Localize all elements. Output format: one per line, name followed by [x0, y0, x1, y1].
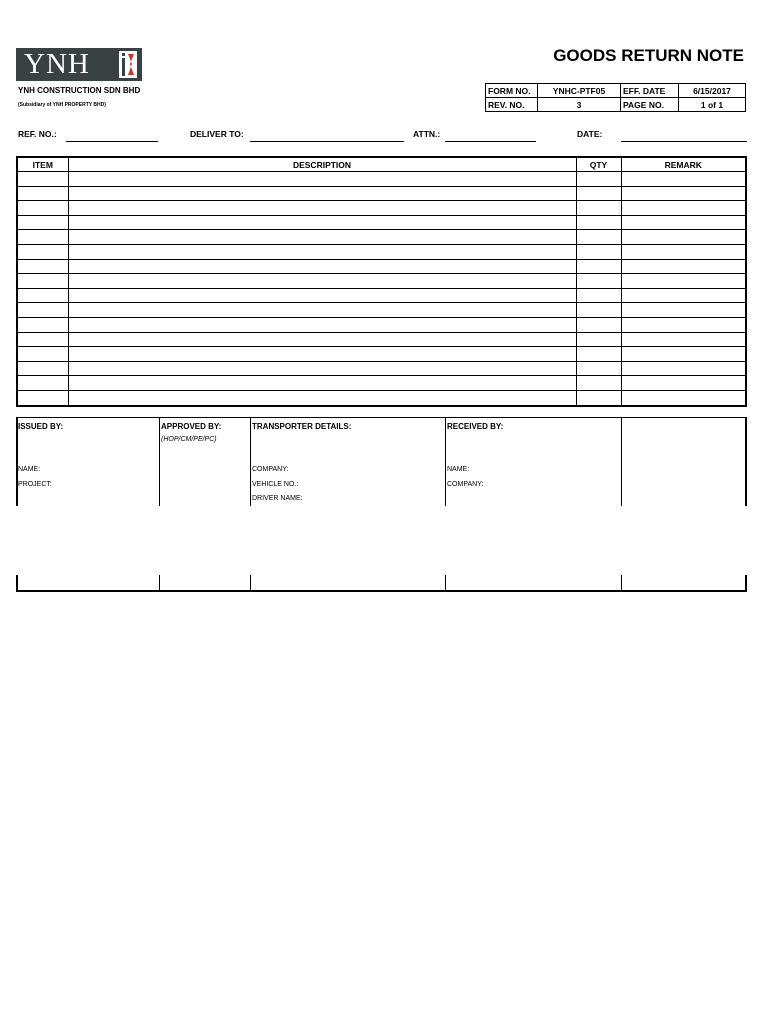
form-no-label: FORM NO. [486, 84, 538, 98]
table-row [17, 172, 746, 187]
logo-mark-icon [119, 51, 137, 78]
cell-remark[interactable] [621, 201, 746, 216]
cell-qty[interactable] [576, 317, 621, 332]
cell-item[interactable] [17, 215, 68, 230]
cell-item[interactable] [17, 172, 68, 187]
table-row [17, 201, 746, 216]
attn-field[interactable] [445, 141, 536, 142]
cell-description[interactable] [68, 274, 576, 289]
cell-item[interactable] [17, 390, 68, 405]
cell-qty[interactable] [576, 390, 621, 405]
driver-name-label: DRIVER NAME: [252, 495, 303, 502]
form-no-value: YNHC-PTF05 [538, 84, 621, 98]
cell-qty[interactable] [576, 361, 621, 376]
cell-qty[interactable] [576, 347, 621, 362]
divider [445, 575, 446, 590]
cell-description[interactable] [68, 288, 576, 303]
cell-qty[interactable] [576, 303, 621, 318]
deliver-to-label: DELIVER TO: [190, 129, 244, 139]
cell-remark[interactable] [621, 172, 746, 187]
attn-label: ATTN.: [413, 129, 441, 139]
approved-roles-label: (HOP/CM/PE/PC) [161, 436, 217, 443]
subsidiary-text: (Subsidiary of YNH PROPERTY BHD) [18, 102, 106, 108]
column-header-qty: QTY [576, 157, 621, 172]
page-title: GOODS RETURN NOTE [553, 46, 744, 65]
table-row [17, 215, 746, 230]
approved-by-label: APPROVED BY: [161, 422, 222, 431]
divider [250, 418, 251, 506]
cell-description[interactable] [68, 390, 576, 405]
items-table [16, 156, 747, 407]
table-row [17, 347, 746, 362]
cell-remark[interactable] [621, 332, 746, 347]
cell-description[interactable] [68, 332, 576, 347]
cell-remark[interactable] [621, 259, 746, 274]
table-row [17, 186, 746, 201]
table-row [17, 390, 746, 405]
cell-description[interactable] [68, 201, 576, 216]
received-name-label: NAME: [447, 466, 470, 473]
received-company-label: COMPANY: [447, 481, 484, 488]
transporter-company-label: COMPANY: [252, 466, 289, 473]
cell-remark[interactable] [621, 376, 746, 391]
cell-remark[interactable] [621, 347, 746, 362]
cell-description[interactable] [68, 259, 576, 274]
received-by-label: RECEIVED BY: [447, 422, 504, 431]
divider [621, 575, 622, 590]
eff-date-value: 6/15/2017 [679, 84, 746, 98]
cell-remark[interactable] [621, 303, 746, 318]
ref-no-label: REF. NO.: [18, 129, 57, 139]
cell-item[interactable] [17, 186, 68, 201]
cell-remark[interactable] [621, 230, 746, 245]
deliver-to-field[interactable] [250, 141, 404, 142]
cell-description[interactable] [68, 347, 576, 362]
page-no-value: 1 of 1 [679, 98, 746, 112]
signature-section [16, 417, 747, 592]
cell-item[interactable] [17, 332, 68, 347]
column-header-item: ITEM [17, 157, 68, 172]
cell-qty[interactable] [576, 186, 621, 201]
cell-qty[interactable] [576, 172, 621, 187]
company-name: YNH CONSTRUCTION SDN BHD [18, 86, 141, 95]
divider [159, 575, 160, 590]
divider [445, 418, 446, 506]
cell-description[interactable] [68, 244, 576, 259]
issued-by-label: ISSUED BY: [18, 422, 64, 431]
cell-remark[interactable] [621, 186, 746, 201]
cell-item[interactable] [17, 303, 68, 318]
cell-description[interactable] [68, 215, 576, 230]
table-row [17, 259, 746, 274]
divider [621, 418, 622, 506]
rev-no-value: 3 [538, 98, 621, 112]
cell-remark[interactable] [621, 317, 746, 332]
cell-qty[interactable] [576, 332, 621, 347]
date-label: DATE: [577, 129, 603, 139]
cell-qty[interactable] [576, 244, 621, 259]
cell-remark[interactable] [621, 274, 746, 289]
table-row [17, 317, 746, 332]
cell-item[interactable] [17, 317, 68, 332]
issued-project-label: PROJECT: [18, 481, 52, 488]
divider [745, 418, 747, 506]
cell-description[interactable] [68, 376, 576, 391]
table-row [17, 376, 746, 391]
cell-item[interactable] [17, 201, 68, 216]
cell-remark[interactable] [621, 361, 746, 376]
cell-item[interactable] [17, 244, 68, 259]
divider [745, 575, 747, 590]
logo-text: YNH [24, 48, 90, 80]
cell-item[interactable] [17, 347, 68, 362]
ref-no-field[interactable] [66, 141, 158, 142]
cell-remark[interactable] [621, 244, 746, 259]
form-info-table [485, 83, 746, 112]
cell-description[interactable] [68, 186, 576, 201]
table-row [17, 288, 746, 303]
cell-description[interactable] [68, 303, 576, 318]
cell-qty[interactable] [576, 259, 621, 274]
divider [16, 575, 18, 590]
divider [250, 575, 251, 590]
cell-description[interactable] [68, 317, 576, 332]
table-row [17, 303, 746, 318]
cell-qty[interactable] [576, 215, 621, 230]
cell-remark[interactable] [621, 390, 746, 405]
cell-item[interactable] [17, 274, 68, 289]
table-row [17, 274, 746, 289]
cell-description[interactable] [68, 172, 576, 187]
cell-item[interactable] [17, 230, 68, 245]
transporter-details-label: TRANSPORTER DETAILS: [252, 422, 352, 431]
items-header-row [17, 157, 746, 172]
issued-name-label: NAME: [18, 466, 41, 473]
cell-qty[interactable] [576, 201, 621, 216]
divider [159, 418, 160, 506]
cell-qty[interactable] [576, 376, 621, 391]
cell-item[interactable] [17, 288, 68, 303]
date-field[interactable] [621, 141, 747, 142]
cell-remark[interactable] [621, 215, 746, 230]
eff-date-label: EFF. DATE [621, 84, 679, 98]
cell-remark[interactable] [621, 288, 746, 303]
table-row [17, 230, 746, 245]
cell-qty[interactable] [576, 230, 621, 245]
cell-description[interactable] [68, 361, 576, 376]
cell-qty[interactable] [576, 274, 621, 289]
cell-item[interactable] [17, 376, 68, 391]
table-row [17, 332, 746, 347]
cell-item[interactable] [17, 361, 68, 376]
column-header-description: DESCRIPTION [68, 157, 576, 172]
table-row [17, 244, 746, 259]
divider [16, 418, 18, 506]
table-row [17, 361, 746, 376]
column-header-remark: REMARK [621, 157, 746, 172]
rev-no-label: REV. NO. [486, 98, 538, 112]
cell-qty[interactable] [576, 288, 621, 303]
vehicle-no-label: VEHICLE NO.: [252, 481, 299, 488]
page-no-label: PAGE NO. [621, 98, 679, 112]
cell-description[interactable] [68, 230, 576, 245]
company-logo [16, 48, 142, 81]
cell-item[interactable] [17, 259, 68, 274]
